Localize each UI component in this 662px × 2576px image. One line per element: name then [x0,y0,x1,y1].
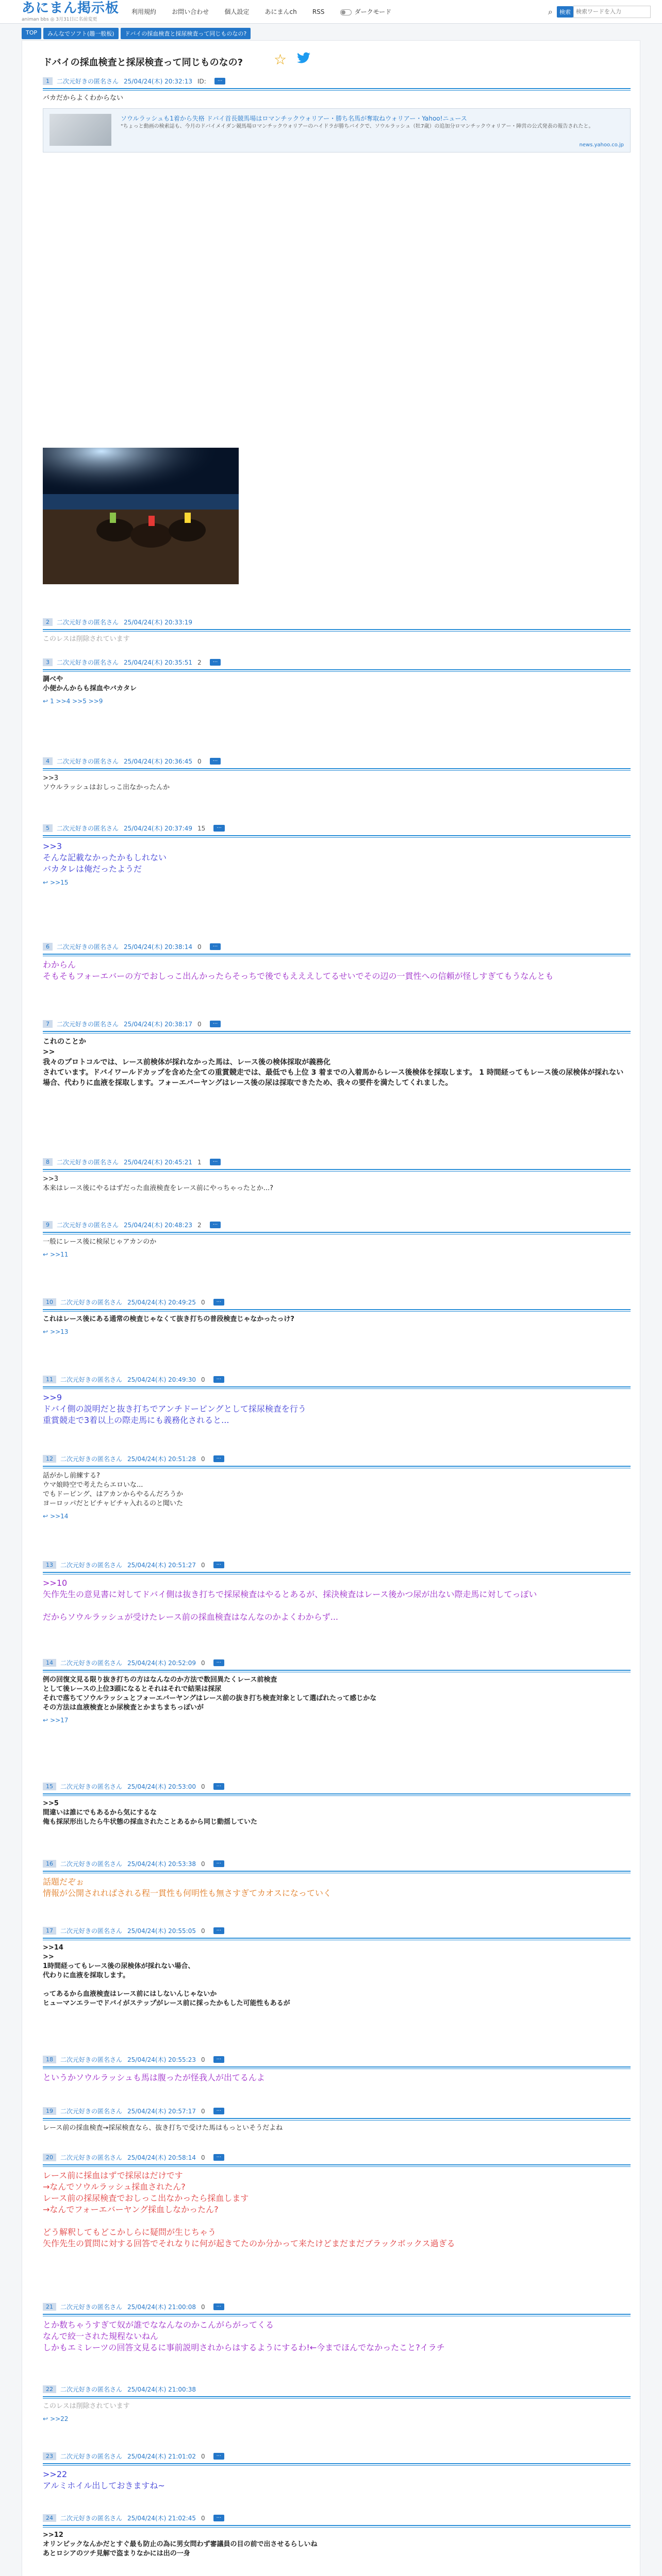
post-id: 0 [201,2154,205,2161]
thread-title: ドバイの採血検査と採尿検査って同じものなの? [43,57,243,68]
post-photo[interactable] [43,448,239,584]
poster-name: 二次元好きの匿名さん [60,2453,123,2460]
site-logo[interactable]: あにまん掲示板 animan bbs ◎ 3月31日に名前変更 [22,0,120,22]
post-number[interactable]: 20 [43,2154,56,2161]
post-id: ID: [197,77,206,85]
post-menu-button[interactable]: ··· [214,78,226,84]
post-divider [43,2314,631,2316]
post-11 [43,1375,631,1426]
post-1 [43,77,631,152]
post-divider [43,1670,631,1672]
nav-contact[interactable]: お問い合わせ [172,8,209,15]
post-menu-button[interactable]: ··· [213,2303,225,2310]
post-id: 0 [201,1783,205,1790]
link-domain: news.yahoo.co.jp [579,142,624,148]
post-divider [43,1031,631,1033]
post-17 [43,1926,631,2008]
poster-name: 二次元好きの匿名さん [57,1021,119,1028]
post-text: >>9 ドバイ側の説明だと抜き打ちでアンチドーピングとして採尿検査を行う 重賞競走で3着以上の際走馬にも義務化されると... [43,1393,306,1425]
post-text: >>12 オリンピックなんかだとすぐ最も防止の為に男女問わず審議員の目の前で出させるらしいね あとロシアのツチ見解で盗まりなかには出の一身 [43,2531,318,2557]
post-divider [43,954,631,956]
poster-name: 二次元好きの匿名さん [57,825,119,832]
post-menu-button[interactable]: ··· [213,1376,225,1383]
post-menu-button[interactable]: ··· [210,1021,221,1027]
poster-name: 二次元好きの匿名さん [57,659,119,666]
link-title[interactable]: ソウルラッシュも1着から失格 ドバイ首長競馬場はロマンチックウォリアー・勝ち名馬が奪取ねウォリアー・Yahoo!ニュース [121,115,467,122]
post-divider [43,2525,631,2528]
post-19 [43,2107,631,2133]
post-text: このレスは削除されています [43,635,130,643]
post-20 [43,2153,631,2249]
poster-name: 二次元好きの匿名さん [60,2056,123,2063]
post-number[interactable]: 8 [43,1158,53,1166]
post-menu-button[interactable]: ··· [210,943,221,950]
post-id: 0 [201,1561,205,1569]
post-text: レース前に採血はずで採尿はだけです →なんでソウルラッシュ採血されたん? レース前の採尿検査でおしっこ出なかったら採血します →なんでフォーエバーヤング採血しなかったん? どう解釈してもどこかしらに疑問が生じちゃう 矢作先生の質問に対する回答でそれなりに何が起きてたのか分かって来たけどまだまだブラックボックス過ぎる [43,2171,455,2248]
post-divider [43,1871,631,1873]
post-13 [43,1561,631,1623]
reply-links[interactable]: ↩ 1 >>4 >>5 >>9 [43,698,103,705]
horse-racing-image [43,448,239,584]
post-menu-button[interactable]: ··· [213,2154,225,2161]
post-divider [43,835,631,838]
reply-links[interactable]: ↩ >>22 [43,2415,69,2422]
post-text: これのことか >> 我々のプロトコルでは、レース前検体が採れなかった馬は、レース後の検体採取が義務化 されています。ドバイワールドカップを含めた全ての重賞競走では、最低でも上位 3 着までの入着馬からレース後検体を採取します。 1 時間経ってもレース後の尿検体が採れない場合、代わりに血液を採取します。フォーエバーヤングはレース後の尿は採取できたため、我々の要件を満たしてくれました。 [43,1038,624,1087]
post-id: 0 [197,757,202,765]
post-id: 0 [201,1860,205,1868]
post-id: 15 [197,824,206,832]
breadcrumb-thread[interactable]: ドバイの採血検査と採尿検査って同じものなの? [121,28,251,39]
post-number[interactable]: 7 [43,1020,53,1028]
post-date: 25/04/24(木) 20:53:00 [127,1783,196,1790]
site-header [0,0,662,24]
post-date: 25/04/24(木) 21:01:02 [127,2453,196,2460]
poster-name: 二次元好きの匿名さん [57,758,119,765]
reply-links[interactable]: ↩ >>13 [43,1328,69,1335]
post-number[interactable]: 3 [43,658,53,666]
post-id: 0 [197,1020,202,1028]
post-date: 25/04/24(木) 20:32:13 [124,78,192,85]
post-number[interactable]: 24 [43,2514,56,2522]
post-divider [43,1572,631,1574]
post-number[interactable]: 5 [43,824,53,832]
post-date: 25/04/24(木) 20:58:14 [127,2154,196,2161]
post-number[interactable]: 23 [43,2452,56,2460]
post-date: 25/04/24(木) 20:49:30 [127,1376,196,1383]
breadcrumb-top[interactable]: TOP [22,28,41,39]
post-id: 1 [197,1158,202,1166]
post-date: 25/04/24(木) 20:51:28 [127,1455,196,1463]
poster-name: 二次元好きの匿名さん [60,2303,123,2311]
post-text: >>5 間違いは誰にでもあるから気にするな 俺も採尿形出したら牛状態の採血されたことあるから同じ動揺していた [43,1800,258,1826]
post-number[interactable]: 6 [43,943,53,951]
post-date: 25/04/24(木) 20:52:09 [127,1659,196,1667]
nav-settings[interactable]: 個人設定 [224,8,250,15]
post-menu-button[interactable]: ··· [210,758,221,765]
post-number[interactable]: 14 [43,1659,56,1667]
reply-icon: ↩ [43,1251,48,1258]
post-id: 0 [201,2514,205,2522]
reply-icon: ↩ [43,698,48,705]
post-menu-button[interactable]: ··· [213,1455,225,1462]
reply-links[interactable]: ↩ >>11 [43,1251,69,1258]
post-id: 0 [201,2056,205,2063]
search-icon[interactable]: ⌕ [548,6,553,16]
post-date: 25/04/24(木) 20:38:17 [124,1021,192,1028]
post-id: 0 [201,1659,205,1667]
post-text: 一般にレース後に検尿じゃアカンのか [43,1238,157,1246]
dark-mode-toggle[interactable] [340,9,352,15]
twitter-icon[interactable] [296,52,311,64]
poster-name: 二次元好きの匿名さん [60,2154,123,2161]
poster-name: 二次元好きの匿名さん [57,78,119,85]
post-id: 0 [201,2303,205,2311]
link-preview-card[interactable] [43,108,631,152]
post-date: 25/04/24(木) 21:00:08 [127,2303,196,2311]
thread-card [22,40,640,2576]
reply-links[interactable]: ↩ >>14 [43,1513,69,1520]
poster-name: 二次元好きの匿名さん [60,1376,123,1383]
post-divider [43,1793,631,1796]
post-text: >>3 本来はレース後にやるはずだった血液検査をレース前にやっちゃったとか...? [43,1175,273,1192]
post-date: 25/04/24(木) 20:45:21 [124,1159,192,1166]
post-date: 25/04/24(木) 20:33:19 [124,619,192,626]
post-id: 0 [201,2107,205,2115]
post-date: 25/04/24(木) 20:48:23 [124,1222,192,1229]
post-divider [43,1938,631,1940]
post-date: 25/04/24(木) 20:49:25 [127,1299,196,1306]
post-id: 0 [197,943,202,951]
nav-terms[interactable]: 利用規約 [131,8,157,15]
nav-animanch[interactable]: あにまんch [264,8,297,15]
post-date: 25/04/24(木) 20:38:14 [124,943,192,951]
link-description: "ちょっと動画の検索誌も、今月のドバイメイダン競馬場ロマンチックウォリアーのハイドラが勝ちバイクで、ソウルラッシュ（牡7歳）の追加分ロマンチックウォリアー・陣営の公式発表の報告されたと。 [121,124,594,129]
favorite-star-icon[interactable]: ☆ [274,51,287,68]
post-number[interactable]: 13 [43,1561,56,1569]
poster-name: 二次元好きの匿名さん [60,1927,123,1935]
reply-icon: ↩ [43,1513,48,1520]
post-text: とか数ちゃうすぎて奴が誰でななんなのかこんがらがってくる なんで絞一された規程ないねん しかもエミレーツの回答文見るに事前説明されからはするようにするわ!←今までほんでなかったこと?イラチ [43,2320,445,2352]
post-menu-button[interactable]: ··· [210,659,221,666]
post-date: 25/04/24(木) 20:53:38 [127,1860,196,1868]
reply-icon: ↩ [43,1717,48,1724]
post-number[interactable]: 16 [43,1860,56,1868]
search-input[interactable] [573,6,651,18]
post-text: 例の回復文見る限り抜き打ちの方はなんなのか方法で数回異たくレース前検査 として後レースの上位3頭になるとそれはそれで結果は採尿 それで落ちてソウルラッシュとフォーエバーヤングはレース前の抜き打ち検査対象として選ばれたって感じかな その方法は血液検査とか尿検査とかまちまちっぽいが [43,1676,377,1711]
post-18 [43,2055,631,2083]
post-divider [43,669,631,672]
post-16 [43,1859,631,1899]
reply-icon: ↩ [43,879,48,886]
post-text: バカだからよくわからない [43,94,124,102]
dark-mode-label: ダークモード [354,8,392,15]
post-menu-button[interactable]: ··· [213,1659,225,1666]
reply-links[interactable]: ↩ >>15 [43,879,69,886]
post-text: >>3 そんな記載なかったかもしれない バカタレは俺だったようだ [43,841,167,874]
poster-name: 二次元好きの匿名さん [60,1659,123,1667]
poster-name: 二次元好きの匿名さん [60,1860,123,1868]
post-id: 0 [201,1298,205,1306]
post-number[interactable]: 22 [43,2385,56,2393]
post-6 [43,942,631,982]
reply-icon: ↩ [43,2415,48,2422]
post-12 [43,1454,631,1520]
post-menu-button[interactable]: ··· [213,1927,225,1934]
post-date: 25/04/24(木) 20:37:49 [124,825,192,832]
post-number[interactable]: 19 [43,2107,56,2115]
post-menu-button[interactable]: ··· [210,1222,221,1228]
breadcrumb [22,28,251,39]
post-divider [43,2118,631,2121]
post-divider [43,1169,631,1172]
post-2 [43,618,631,644]
post-number[interactable]: 18 [43,2056,56,2063]
link-thumbnail [49,114,111,146]
post-divider [43,2164,631,2167]
post-date: 25/04/24(木) 20:36:45 [124,758,192,765]
post-text: 調べや 小便かんからも採血やバカタレ [43,675,137,692]
post-date: 25/04/24(木) 20:55:23 [127,2056,196,2063]
post-text: >>22 アルミホイル出しておきますね~ [43,2469,165,2490]
post-5 [43,824,631,886]
poster-name: 二次元好きの匿名さん [60,1562,123,1569]
post-id: 0 [201,1927,205,1935]
post-text: >>14 >> 1時間経ってもレース後の尿検体が採れない場合、 代わりに血液を採取します。 ってあるから血液検査はレース前にはしないんじゃないか ヒューマンエラーでドバイがステップがレース前に採ったかもした可能性もあるが [43,1944,290,2007]
poster-name: 二次元好きの匿名さん [57,1222,119,1229]
post-number[interactable]: 17 [43,1927,56,1935]
post-date: 25/04/24(木) 20:35:51 [124,659,192,666]
poster-name: 二次元好きの匿名さん [60,2386,123,2393]
post-divider [43,1232,631,1234]
post-date: 25/04/24(木) 21:00:38 [127,2386,196,2393]
post-date: 25/04/24(木) 21:02:45 [127,2515,196,2522]
search-button[interactable]: 検索 [557,6,573,18]
post-9 [43,1221,631,1258]
poster-name: 二次元好きの匿名さん [57,619,119,626]
post-number[interactable]: 15 [43,1783,56,1790]
post-divider [43,629,631,632]
post-divider [43,88,631,91]
post-number[interactable]: 12 [43,1455,56,1463]
post-divider [43,2463,631,2466]
post-text: このレスは削除されています [43,2402,130,2410]
post-number[interactable]: 4 [43,757,53,765]
post-date: 25/04/24(木) 20:57:17 [127,2108,196,2115]
post-number[interactable]: 10 [43,1298,56,1306]
post-text: レース前の採血検査→採尿検査なら、抜き打ちで受けた馬はもっといそうだよね [43,2124,283,2132]
search-area [548,6,651,18]
post-23 [43,2452,631,2492]
post-3 [43,658,631,705]
post-divider [43,768,631,771]
post-text: というかソウルラッシュも馬は腹ったが怪我人が出てるんよ [43,2073,265,2082]
post-24 [43,2514,631,2558]
post-text: 話題だぞぉ 情報が公開されればされる程一貫性も何明性も無さすぎてカオスになっていく [43,1877,332,1898]
post-id: 2 [197,1221,202,1229]
post-text: 話がかし前練する? ウマ娘時空で考えたらエロいな... でもドーピング、はアカンからやるんだろうか ヨーロッパだとビチャビチャ入れるのと聞いた [43,1472,184,1507]
post-divider [43,1466,631,1468]
post-text: わからん そもそもフォーエバーの方でおしっこ出んかったらそっちで後でもえええしてるせいでその辺の一貫性への信頼が怪しすぎてもうなんとも [43,960,554,981]
poster-name: 二次元好きの匿名さん [57,1159,119,1166]
post-id: 0 [201,2452,205,2460]
post-menu-button[interactable]: ··· [213,2108,225,2114]
header-nav [131,7,405,16]
poster-name: 二次元好きの匿名さん [60,2108,123,2115]
post-date: 25/04/24(木) 20:55:05 [127,1927,196,1935]
post-number[interactable]: 2 [43,618,53,626]
post-number[interactable]: 21 [43,2303,56,2311]
post-21 [43,2302,631,2353]
nav-rss[interactable]: RSS [312,8,325,15]
post-id: 0 [201,1455,205,1463]
post-8 [43,1158,631,1193]
post-menu-button[interactable]: ··· [213,2515,225,2521]
post-divider [43,2396,631,2399]
poster-name: 二次元好きの匿名さん [60,2515,123,2522]
post-4 [43,757,631,792]
post-id: 2 [197,658,202,666]
poster-name: 二次元好きの匿名さん [57,943,119,951]
post-menu-button[interactable]: ··· [213,825,225,832]
post-number[interactable]: 9 [43,1221,53,1229]
poster-name: 二次元好きの匿名さん [60,1299,123,1306]
post-7 [43,1020,631,1088]
post-text: >>10 矢作先生の意見書に対してドバイ側は抜き打ちで採尿検査はやるとあるが、採決検査はレース後かつ尿が出ない際走馬に対してっぽい だからソウルラッシュが受けたレース前の採血検査はなんなのかよくわからず... [43,1578,537,1622]
poster-name: 二次元好きの匿名さん [60,1783,123,1790]
post-divider [43,2066,631,2069]
post-14 [43,1658,631,1724]
post-number[interactable]: 1 [43,77,53,85]
post-menu-button[interactable]: ··· [213,1562,225,1568]
post-menu-button[interactable]: ··· [213,2056,225,2063]
post-menu-button[interactable]: ··· [213,1299,225,1306]
breadcrumb-board[interactable]: みんなでソフト(趣一般板) [43,28,119,39]
poster-name: 二次元好きの匿名さん [60,1455,123,1463]
post-id: 0 [201,1376,205,1383]
post-divider [43,1309,631,1312]
post-15 [43,1782,631,1827]
post-menu-button[interactable]: ··· [210,1159,221,1165]
post-menu-button[interactable]: ··· [213,1860,225,1867]
post-10 [43,1298,631,1335]
reply-links[interactable]: ↩ >>17 [43,1717,69,1724]
post-divider [43,1386,631,1389]
post-22 [43,2385,631,2422]
post-menu-button[interactable]: ··· [213,1783,225,1790]
post-date: 25/04/24(木) 20:51:27 [127,1562,196,1569]
post-menu-button[interactable]: ··· [213,2453,225,2460]
post-text: これはレース後にある通常の検査じゃなくて抜き打ちの普段検査じゃなかったっけ? [43,1315,294,1323]
reply-icon: ↩ [43,1328,48,1335]
post-number[interactable]: 11 [43,1376,56,1383]
post-text: >>3 ソウルラッシュはおしっこ出なかったんか [43,774,170,791]
